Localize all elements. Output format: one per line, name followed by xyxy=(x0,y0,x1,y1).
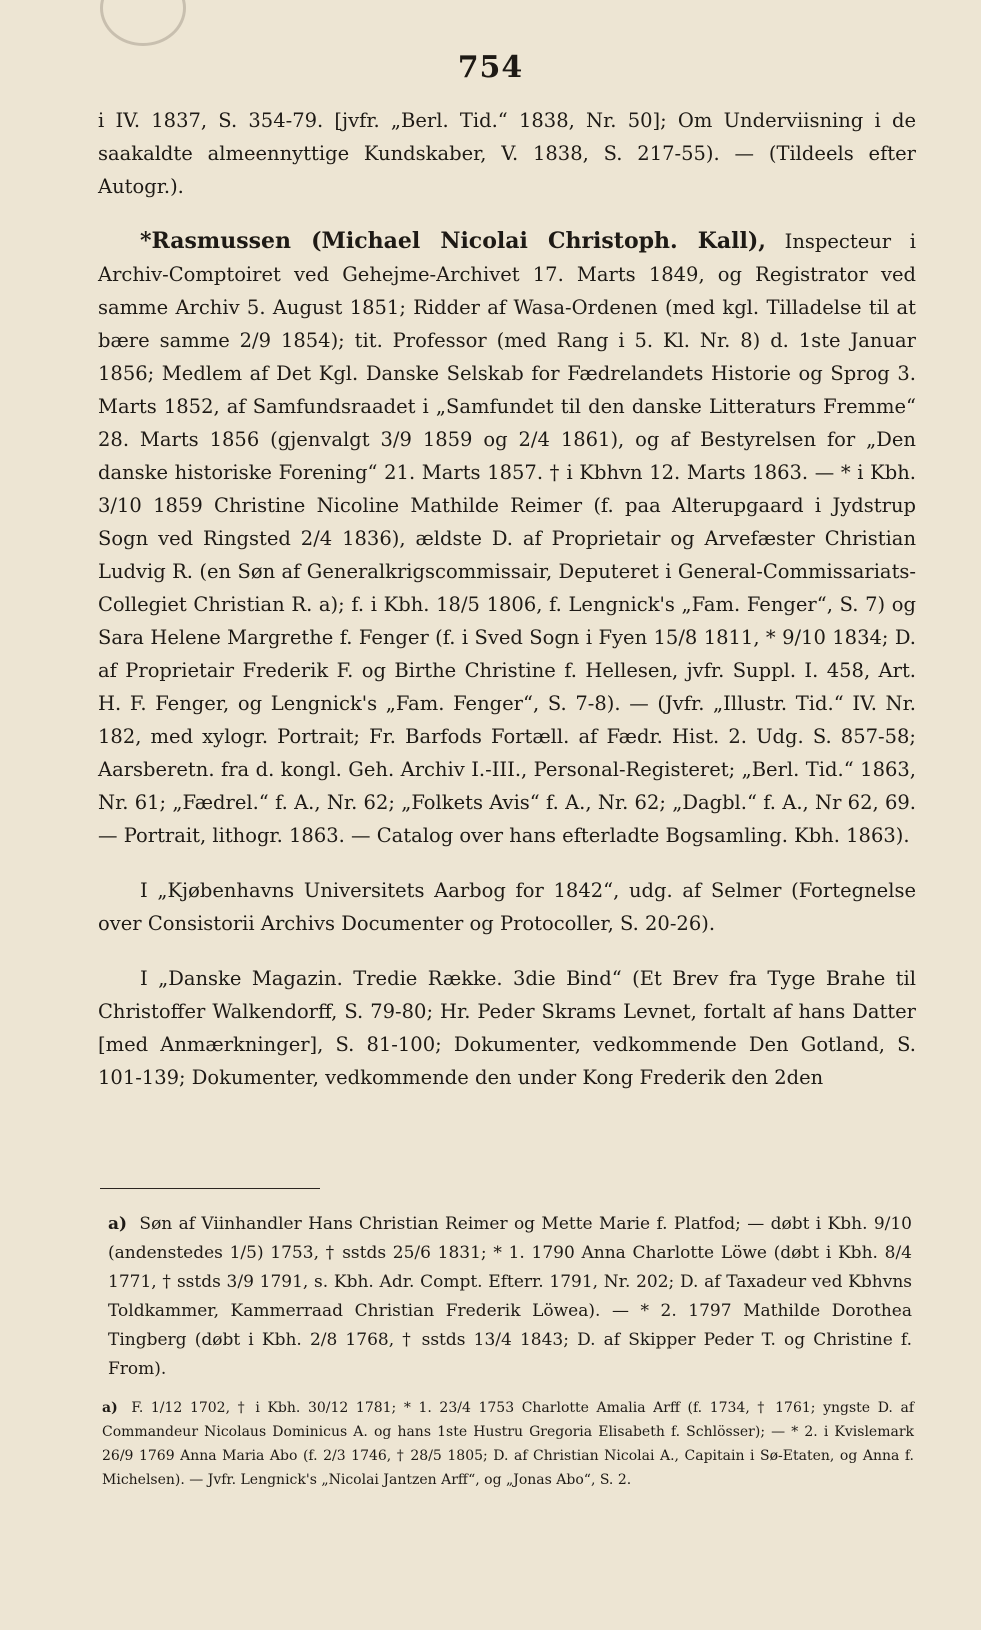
footnote-1 xyxy=(108,1210,912,1384)
paragraph-magazin: I „Danske Magazin. Tredie Række. 3die Bind“ (Et Brev fra Tyge Brahe til Christoffer Walkendorff, S. 79-80; Hr. Peder Skrams Levnet, fortalt af hans Datter [med Anmærkninger], S. 81-100; Dokumenter, vedkommende Den Gotland, S. 101-139; Dokumenter, vedkommende den under Kong Frederik den 2den xyxy=(98,967,916,1089)
paragraph-aarbog: I „Kjøbenhavns Universitets Aarbog for 1842“, udg. af Selmer (Fortegnelse over Consistorii Archivs Documenter og Protocoller, S. 20-26). xyxy=(98,879,916,935)
footnote-2 xyxy=(102,1396,914,1492)
footnote-2-paragraph xyxy=(102,1396,914,1492)
footnote-divider xyxy=(100,1188,320,1189)
entry-name: *Rasmussen (Michael Nicolai Christoph. Kall), xyxy=(140,228,766,254)
footnote-2-text: F. 1/12 1702, † i Kbh. 30/12 1781; * 1. 23/4 1753 Charlotte Amalia Arff (f. 1734, † 1761; yngste D. af Commandeur Nicolaus Dominicus A. og hans 1ste Hustru Gregoria Elisabeth f. Schlösser); — * 2. i Kvislemark 26/9 1769 Anna Maria Abo (f. 2/3 1746, † 28/5 1805; D. af Christian Nicolai A., Capitain i Sø-Etaten, og Anna f. Michelsen). — Jvfr. Lengnick's „Nicolai Jantzen Arff“, og „Jonas Abo“, S. 2. xyxy=(102,1400,914,1488)
footnote-1-marker: a) xyxy=(108,1214,128,1234)
page-stain xyxy=(100,0,186,46)
entry-text: Inspecteur i Archiv-Comptoiret ved Gehejme-Archivet 17. Marts 1849, og Registrator ved samme Archiv 5. August 1851; Ridder af Wasa-Ordenen (med kgl. Tilladelse til at bære samme 2/9 1854); tit. Professor (med Rang i 5. Kl. Nr. 8) d. 1ste Januar 1856; Medlem af Det Kgl. Danske Selskab for Fædrelandets Historie og Sprog 3. Marts 1852, af Samfundsraadet i „Samfundet til den danske Litteraturs Fremme“ 28. Marts 1856 (gjenvalgt 3/9 1859 og 2/4 1861), og af Bestyrelsen for „Den danske historiske Forening“ 21. Marts 1857. † i Kbhvn 12. Marts 1863. — * i Kbh. 3/10 1859 Christine Nicoline Mathilde Reimer (f. paa Alterupgaard i Jydstrup Sogn ved Ringsted 2/4 1836), ældste D. af Proprietair og Arvefæster Christian Ludvig R. (en Søn af Generalkrigscommissair, Deputeret i General-Commissariats-Collegiet Christian R. a); f. i Kbh. 18/5 1806, f. Lengnick's „Fam. Fenger“, S. 7) og Sara Helene Margrethe f. Fenger (f. i Sved Sogn i Fyen 15/8 1811, * 9/10 1834; D. af Proprietair Frederik F. og Birthe Christine f. Hellesen, jvfr. Suppl. I. 458, Art. H. F. Fenger, og Lengnick's „Fam. Fenger“, S. 7-8). — (Jvfr. „Illustr. Tid.“ IV. Nr. 182, med xylogr. Portrait; Fr. Barfods Fortæll. af Fædr. Hist. 2. Udg. S. 857-58; Aarsberetn. fra d. kongl. Geh. Archiv I.-III., Personal-Registeret; „Berl. Tid.“ 1863, Nr. 61; „Fædrel.“ f. A., Nr. 62; „Folkets Avis“ f. A., Nr. 62; „Dagbl.“ f. A., Nr 62, 69. — Portrait, lithogr. 1863. — Catalog over hans efterladte Bogsamling. Kbh. 1863). xyxy=(98,230,917,847)
footnote-1-text: Søn af Viinhandler Hans Christian Reimer og Mette Marie f. Platfod; — døbt i Kbh. 9/10 (andenstedes 1/5) 1753, † sstds 25/6 1831; * 1. 1790 Anna Charlotte Löwe (døbt i Kbh. 8/4 1771, † sstds 3/9 1791, s. Kbh. Adr. Compt. Efterr. 1791, Nr. 202; D. af Taxadeur ved Kbhvns Toldkammer, Kammerraad Christian Frederik Löwea). — * 2. 1797 Mathilde Dorothea Tingberg (døbt i Kbh. 2/8 1768, † sstds 13/4 1843; D. af Skipper Peder T. og Christine f. From). xyxy=(108,1214,912,1379)
page-number: 754 xyxy=(457,50,524,85)
main-text xyxy=(98,104,916,1116)
continuation-paragraph: i IV. 1837, S. 354-79. [jvfr. „Berl. Tid.“ 1838, Nr. 50]; Om Underviisning i de saakaldte almeennyttige Kundskaber, V. 1838, S. 217-55). — (Tildeels efter Autogr.). xyxy=(98,109,916,198)
entry-paragraph xyxy=(98,225,916,852)
footnote-2-marker: a) xyxy=(102,1400,118,1416)
footnote-1-paragraph xyxy=(108,1210,912,1384)
